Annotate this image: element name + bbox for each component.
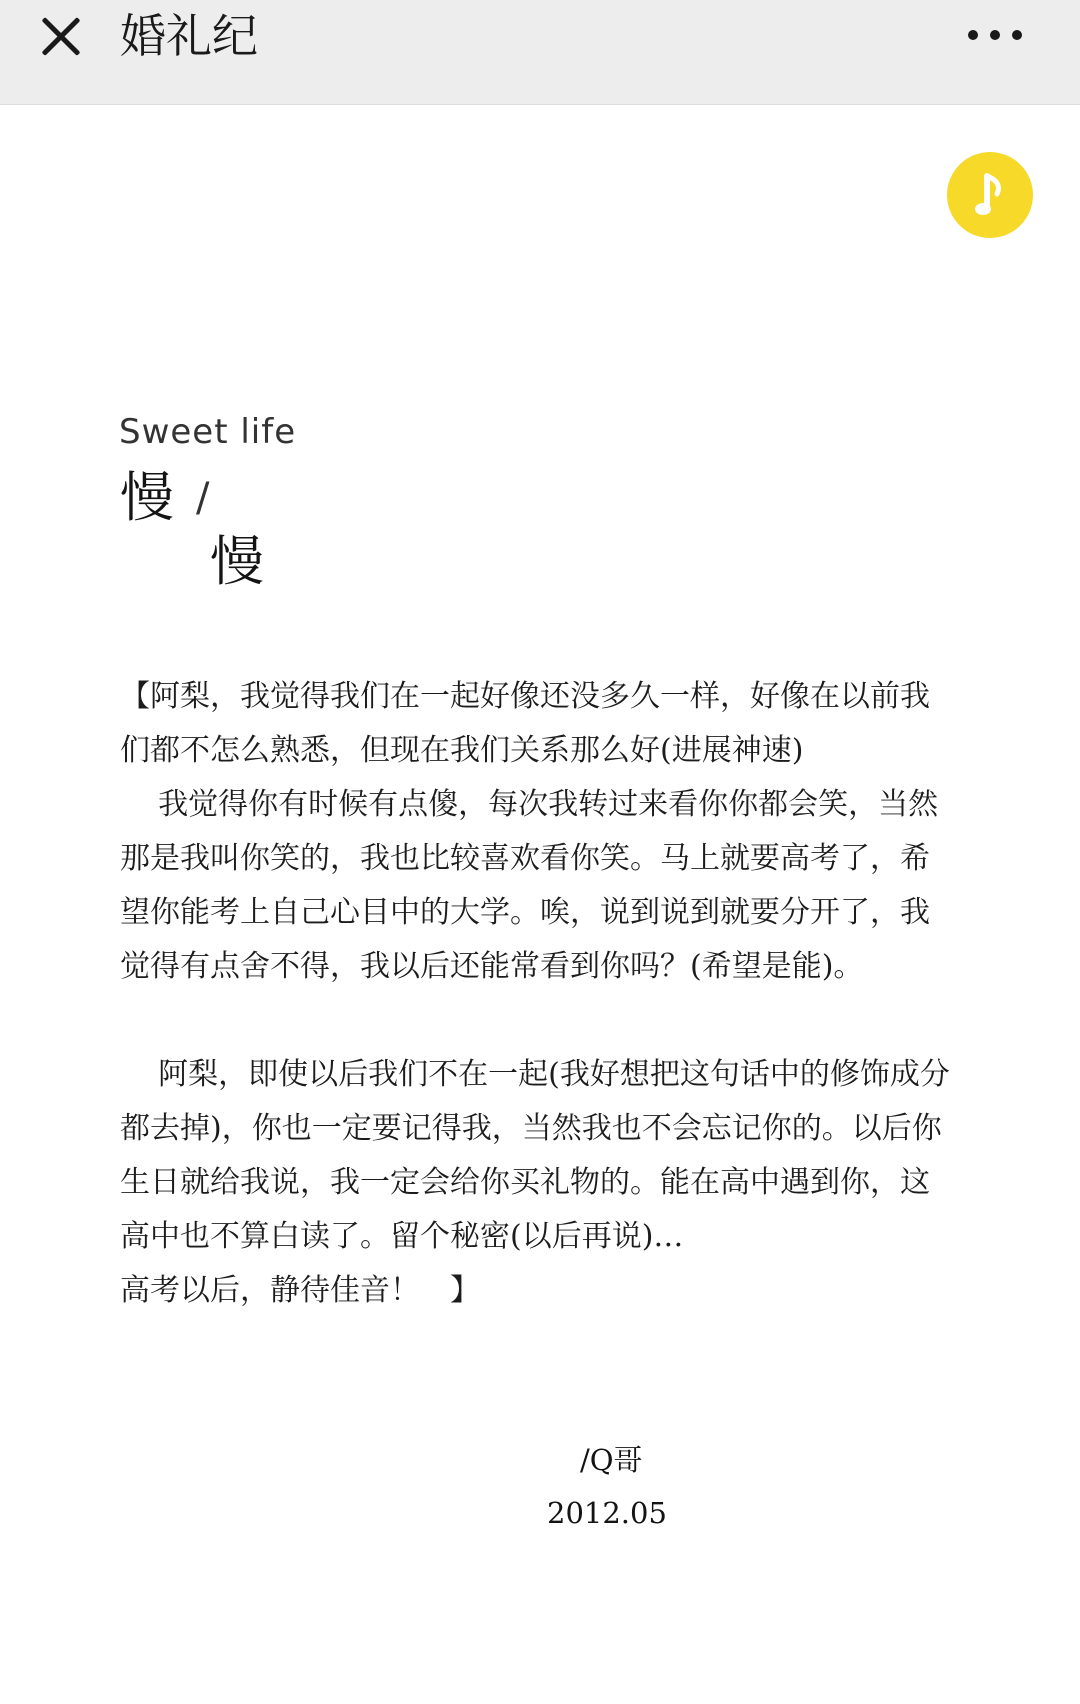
letter-closing: 高考以后，静待佳音！ 】	[120, 1273, 480, 1308]
letter-blank-line	[120, 994, 950, 1048]
nav-bar	[0, 0, 1080, 105]
letter-paragraph: 我觉得你有时候有点傻，每次我转过来看你你都会笑，当然那是我叫你笑的，我也比较喜欢看你笑。马上就要高考了，希望你能考上自己心目中的大学。唉，说到说到就要分开了，我觉得有点舍不得，我以后还能常看到你吗？(希望是能)。	[120, 787, 939, 984]
more-horizontal-icon[interactable]	[960, 14, 1030, 54]
title-char-2: 慢	[210, 530, 264, 593]
more-dot	[968, 30, 978, 40]
more-dot	[1012, 30, 1022, 40]
letter-paragraph: 【阿梨，我觉得我们在一起好像还没多久一样，好像在以前我们都不怎么熟悉，但现在我们关系那么好(进展神速)	[120, 679, 930, 768]
letter-body	[120, 670, 950, 1318]
signature: /Q哥	[580, 1443, 643, 1477]
page-title: 婚礼纪	[120, 9, 258, 63]
article-subtitle: Sweet life	[119, 412, 297, 452]
letter-date: 2012.05	[547, 1496, 667, 1530]
title-char-1: 慢	[120, 466, 174, 529]
close-icon[interactable]	[30, 6, 90, 66]
more-dot	[990, 30, 1000, 40]
title-separator: /	[196, 475, 210, 521]
letter-paragraph: 阿梨，即使以后我们不在一起(我好想把这句话中的修饰成分都去掉)，你也一定要记得我，当然我也不会忘记你的。以后你生日就给我说，我一定会给你买礼物的。能在高中遇到你，这高中也不算白读了。留个秘密(以后再说)…	[120, 1057, 950, 1254]
article	[0, 105, 1080, 1704]
